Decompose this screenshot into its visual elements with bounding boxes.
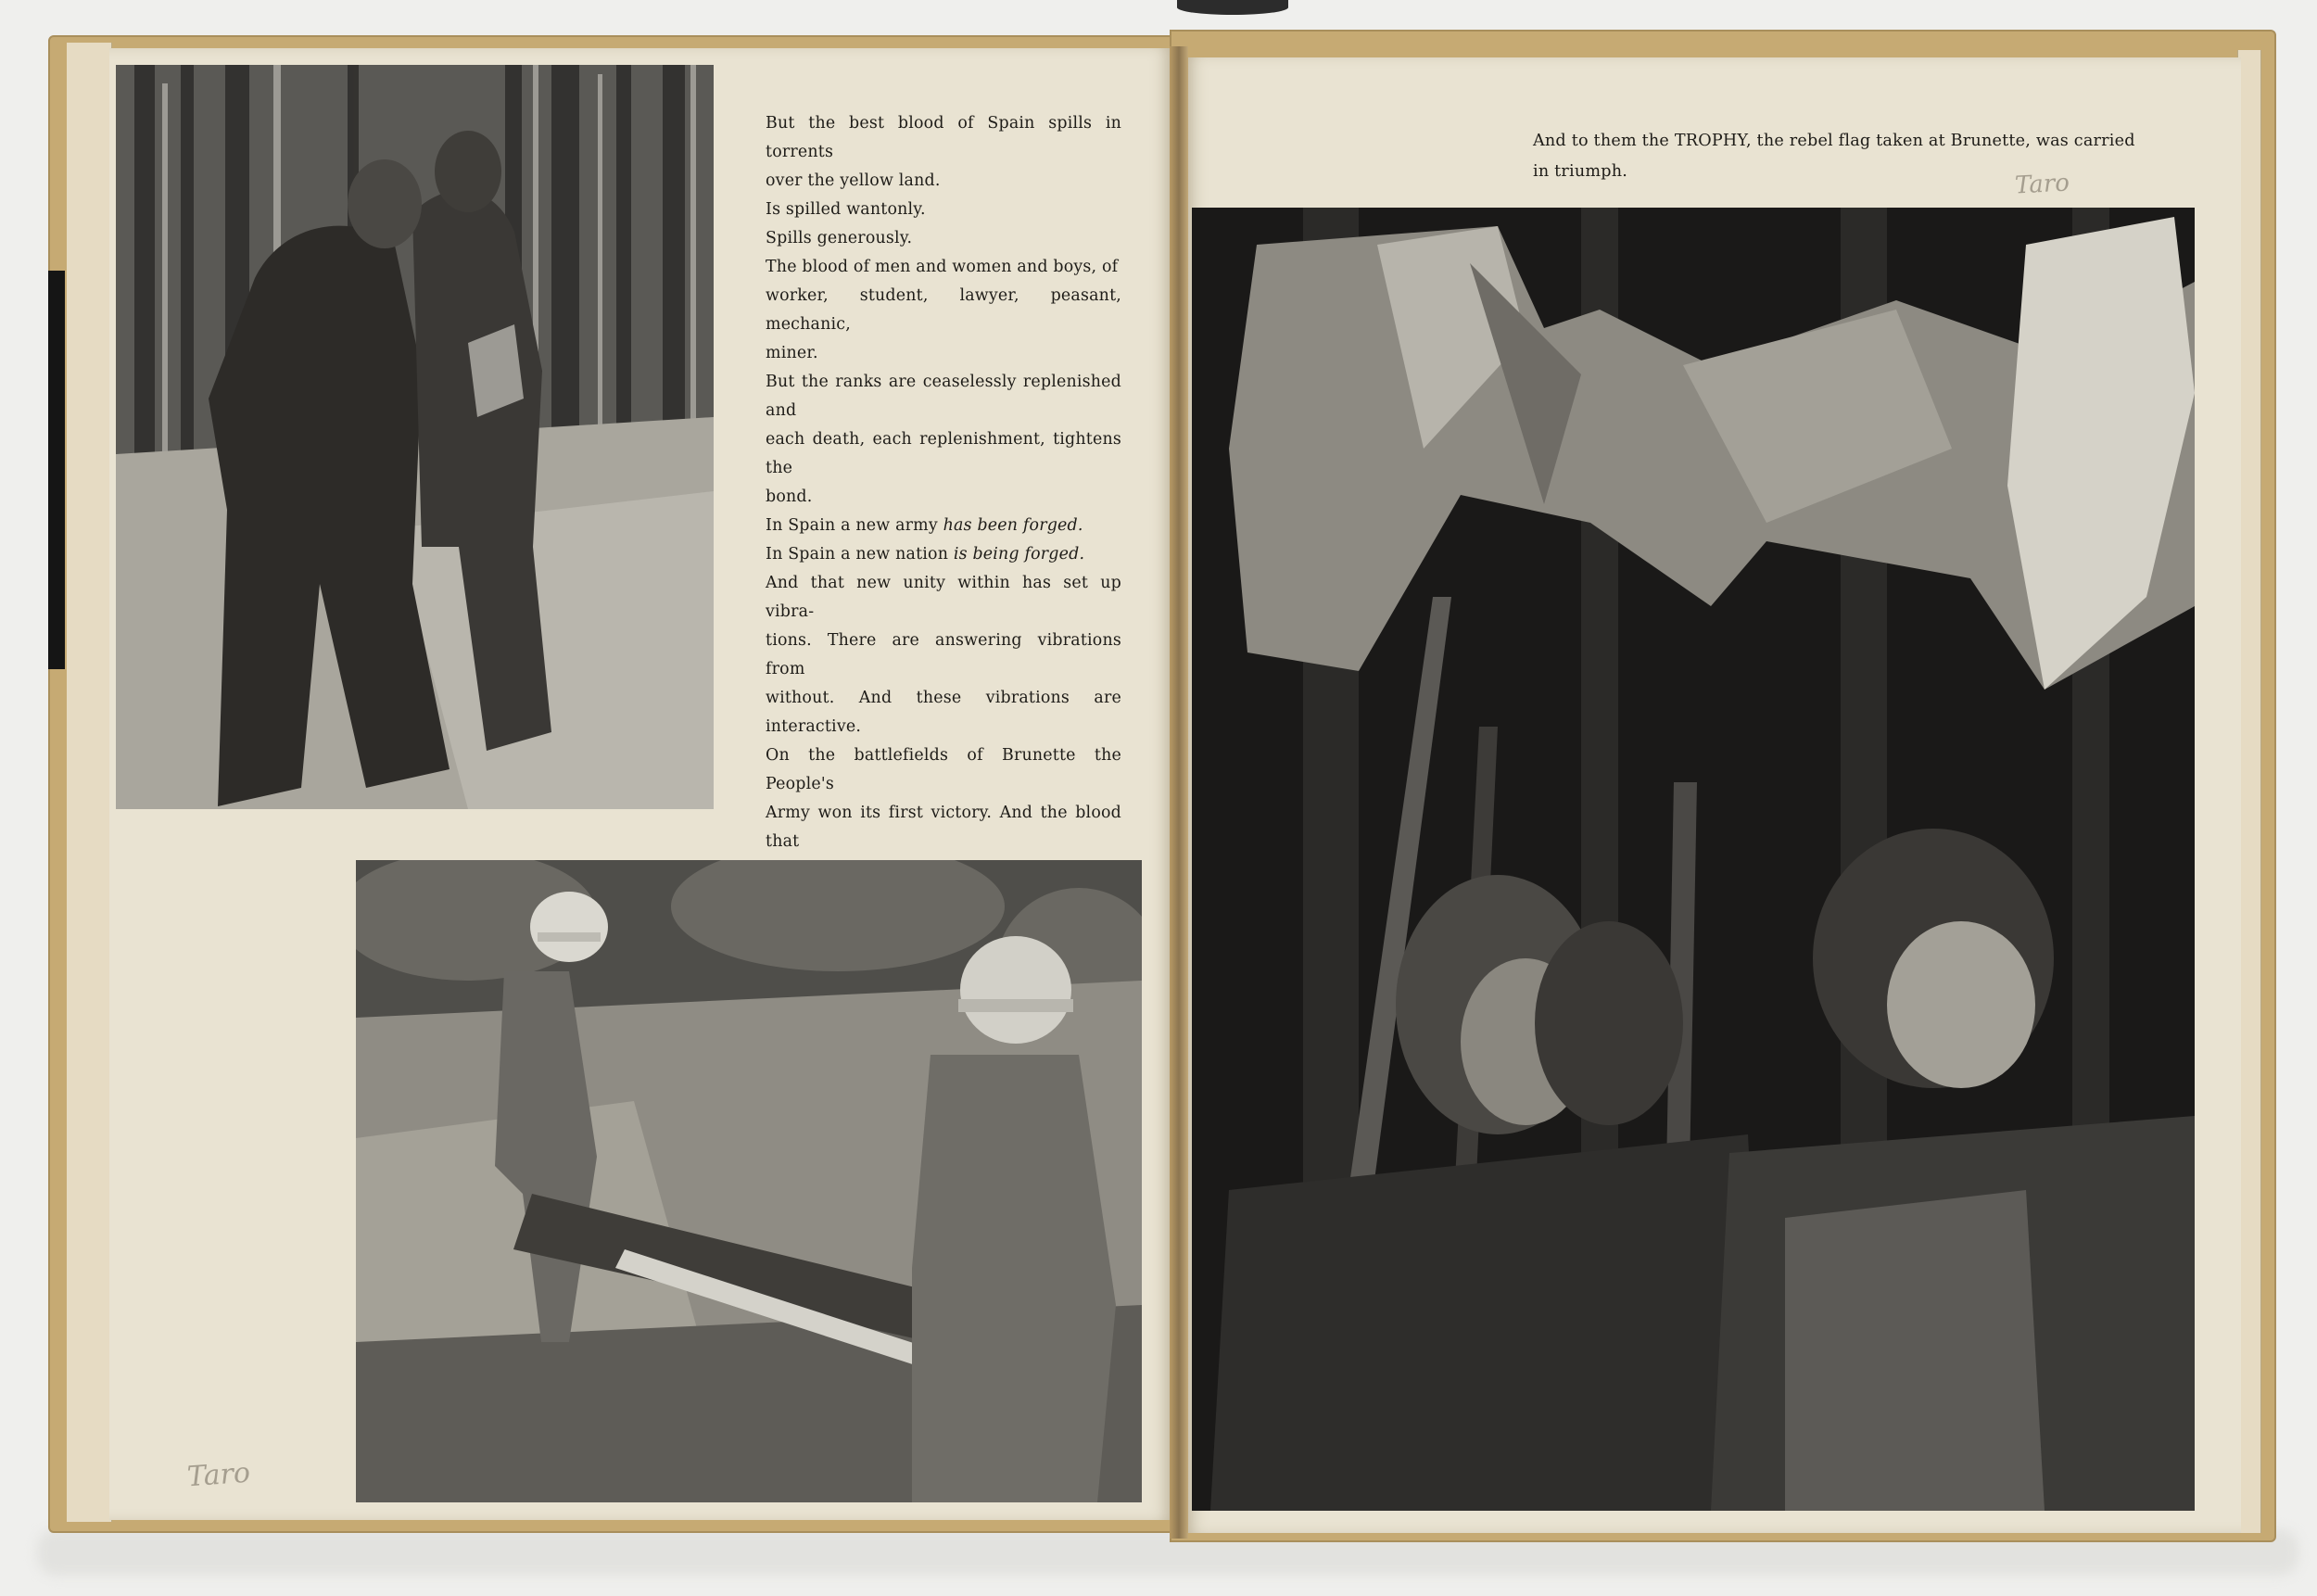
text-line: Spills generously. <box>766 229 913 247</box>
photo-stretcher-bearers <box>356 860 1142 1502</box>
photo-flag-svg <box>1192 208 2195 1511</box>
book-spine <box>1170 46 1188 1539</box>
text-line: Army won its first victory. And the blood that <box>766 804 1121 851</box>
photo-flag-trophy <box>1192 208 2195 1511</box>
army-prefix: In Spain a new army <box>766 516 943 535</box>
text-line-army <box>766 512 1121 540</box>
photo-wounded-soldiers-forest <box>116 65 714 809</box>
caption-line: And to them the TROPHY, the rebel flag taken at Brunette, was carried <box>1533 132 2135 150</box>
text-line: The blood of men and women and boys, of <box>766 258 1119 276</box>
text-line: And that new unity within has set up vibra- <box>766 574 1121 621</box>
nation-emphasis: is being forged. <box>953 545 1085 564</box>
text-line: without. And these vibrations are interactive. <box>766 689 1121 736</box>
signature-right: Taro <box>2014 169 2070 200</box>
page-edges-left <box>67 43 112 1522</box>
text-line-nation <box>766 540 1121 569</box>
text-line: tions. There are answering vibrations from <box>766 631 1121 678</box>
text-line: But the best blood of Spain spills in torrents <box>766 114 1121 161</box>
text-line: But the ranks are ceaselessly replenished and <box>766 373 1121 420</box>
text-line: over the yellow land. <box>766 171 941 190</box>
army-emphasis: has been forged. <box>943 516 1083 535</box>
text-line: miner. <box>766 344 818 362</box>
caption-line: in triumph. <box>1533 162 1628 181</box>
nation-prefix: In Spain a new nation <box>766 545 954 564</box>
text-line: bond. <box>766 488 813 506</box>
text-line: On the battlefields of Brunette the People's <box>766 746 1121 793</box>
trophy-caption <box>1533 126 2184 187</box>
signature-left: Taro <box>185 1456 252 1494</box>
photo-soldiers-svg <box>116 65 714 809</box>
text-line: worker, student, lawyer, peasant, mechanic, <box>766 286 1121 334</box>
background-object <box>1177 0 1288 15</box>
text-line: Is spilled wantonly. <box>766 200 926 219</box>
photo-stretcher-svg <box>356 860 1142 1502</box>
black-bookmark <box>48 271 65 669</box>
text-line: each death, each replenishment, tightens the <box>766 430 1121 477</box>
